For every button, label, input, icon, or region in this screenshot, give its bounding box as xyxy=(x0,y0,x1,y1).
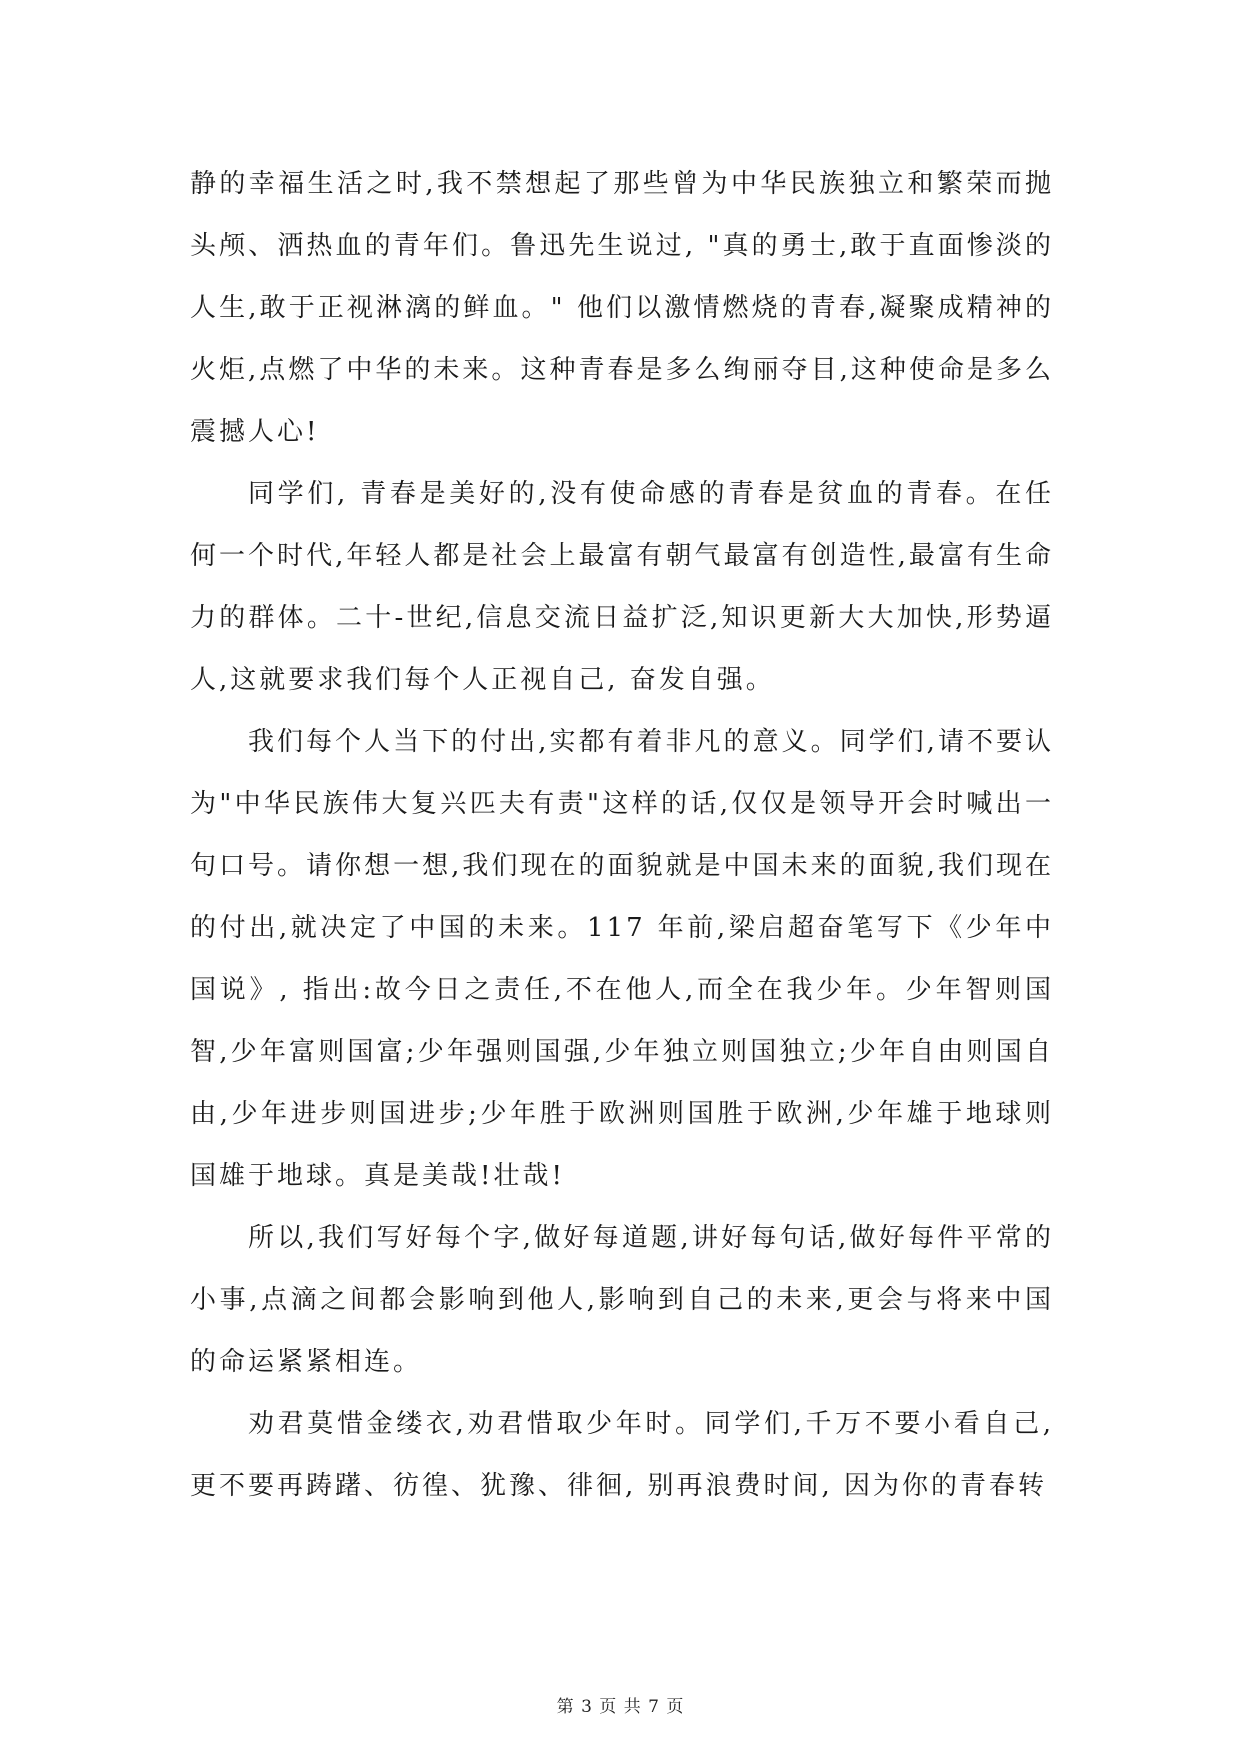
paragraph-2: 同学们, 青春是美好的,没有使命感的青春是贫血的青春。在任何一个时代,年轻人都是社会上最富有朝气最富有创造性,最富有生命力的群体。二十-世纪,信息交流日益扩泛,知识更新大大加快,形势逼人,这就要求我们每个人正视自己, 奋发自强。 xyxy=(190,479,1054,695)
paragraph-3: 我们每个人当下的付出,实都有着非凡的意义。同学们,请不要认为"中华民族伟大复兴匹夫有责"这样的话,仅仅是领导开会时喊出一句口号。请你想一想,我们现在的面貌就是中国未来的面貌,我们现在的付出,就决定了中国的未来。117 年前,梁启超奋笔写下《少年中国说》, 指出:故今日之责任,不在他人,而全在我少年。少年智则国智,少年富则国富;少年强则国强,少年独立则国独立;少年自由则国自由,少年进步则国进步;少年胜于欧洲则国胜于欧洲,少年雄于地球则国雄于地球。真是美哉!壮哉! xyxy=(190,727,1054,1191)
paragraph-1: 静的幸福生活之时,我不禁想起了那些曾为中华民族独立和繁荣而抛头颅、洒热血的青年们。鲁迅先生说过, "真的勇士,敢于直面惨淡的人生,敢于正视淋漓的鲜血。" 他们以激情燃烧的青春,凝聚成精神的火炬,点燃了中华的未来。这种青春是多么绚丽夺目,这种使命是多么震撼人心! xyxy=(190,169,1054,447)
page-number-footer: 第 3 页 共 7 页 xyxy=(556,1697,685,1717)
paragraph-4: 所以,我们写好每个字,做好每道题,讲好每句话,做好每件平常的小事,点滴之间都会影响到他人,影响到自己的未来,更会与将来中国的命运紧紧相连。 xyxy=(190,1223,1054,1377)
paragraph-5: 劝君莫惜金缕衣,劝君惜取少年时。同学们,千万不要小看自己,更不要再踌躇、彷徨、犹豫、徘徊, 别再浪费时间, 因为你的青春转 xyxy=(190,1409,1054,1501)
document-body xyxy=(190,153,1054,1517)
